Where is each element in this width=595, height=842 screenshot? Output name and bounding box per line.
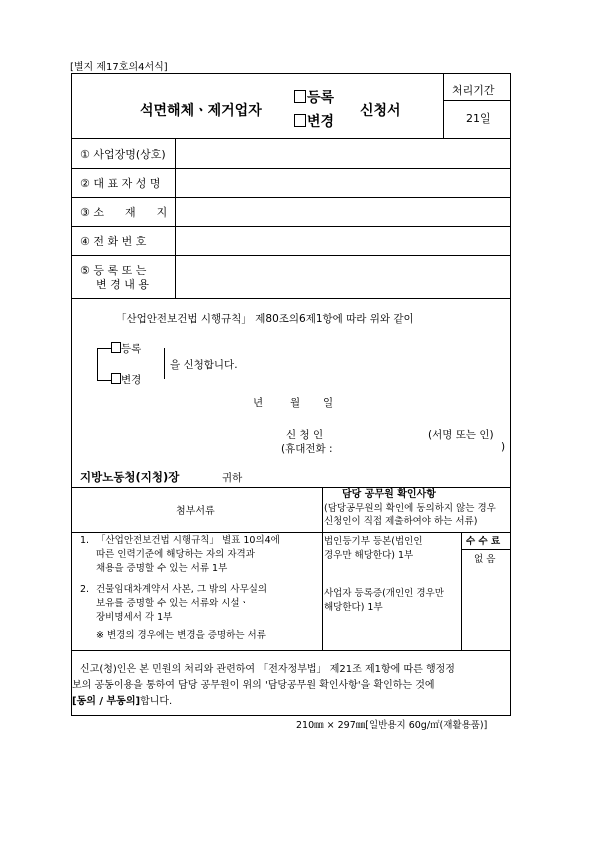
- fee-header: 수 수 료: [466, 536, 501, 547]
- apply-text: 을 신청합니다.: [170, 359, 238, 371]
- signature-label: (서명 또는 인): [428, 429, 494, 441]
- option-change[interactable]: 변경: [294, 111, 334, 131]
- attachment-line: 장비명세서 각 1부: [96, 612, 173, 623]
- attachment-line: 따른 인력기준에 해당하는 자의 자격과: [96, 549, 255, 560]
- divider: [71, 138, 511, 139]
- form-title-suffix: 신청서: [360, 103, 401, 119]
- consent-line-1: 신고(청)인은 본 민원의 처리와 관련하여 「전자정부법」 제21조 제1항에 따른 행정정: [80, 664, 455, 675]
- verification-item-line: 경우만 해당한다) 1부: [324, 550, 414, 561]
- attachment-line: 보유를 증명할 수 있는 서류와 시설ㆍ: [96, 598, 249, 609]
- attachments-header: 첨부서류: [176, 506, 215, 517]
- verification-header: 담당 공무원 확인사항: [342, 489, 436, 500]
- divider: [71, 298, 511, 299]
- processing-period-value: 21일: [466, 112, 491, 125]
- change-details-label-2: 변 경 내 용: [96, 278, 149, 291]
- verification-item-line: 법인등기부 등본(법인인: [324, 536, 423, 547]
- divider: [175, 138, 176, 298]
- choice-bracket: [97, 348, 112, 381]
- divider: [443, 100, 511, 101]
- option-register[interactable]: 등록: [294, 87, 334, 107]
- divider: [71, 197, 511, 198]
- choice-register[interactable]: 등록: [111, 341, 141, 356]
- recipient-suffix: 귀하: [222, 472, 243, 484]
- attachment-line: 「산업안전보건법 시행규칙」 별표 10의4에: [96, 535, 280, 546]
- business-name-field[interactable]: [180, 140, 508, 166]
- divider: [71, 650, 511, 651]
- checkbox-change[interactable]: [294, 114, 306, 127]
- attachment-line: 채용을 증명할 수 있는 서류 1부: [96, 563, 228, 574]
- choice-change[interactable]: 변경: [111, 372, 141, 387]
- divider: [322, 487, 323, 650]
- verification-item-line: 해당한다) 1부: [324, 602, 383, 613]
- date-month-label: 월: [290, 397, 301, 409]
- date-year-label: 년: [253, 397, 264, 409]
- fee-value: 없 음: [474, 554, 496, 565]
- divider: [461, 532, 462, 650]
- divider: [71, 532, 322, 533]
- legal-basis-text: 「산업안전보건법 시행규칙」 제80조의6제1항에 따라 위와 같이: [116, 313, 414, 325]
- representative-name-label: ② 대 표 자 성 명: [80, 177, 161, 190]
- change-details-label-1: ⑤ 등 록 또 는: [80, 264, 147, 277]
- divider: [71, 226, 511, 227]
- divider: [461, 549, 511, 550]
- mobile-label: (휴대전화 :: [281, 443, 333, 455]
- verification-note-1: (담당공무원의 확인에 동의하지 않는 경우: [324, 503, 496, 514]
- consent-line-3-tail: 합니다.: [140, 696, 173, 707]
- change-details-field[interactable]: [180, 257, 508, 296]
- applicant-label: 신 청 인: [286, 429, 324, 441]
- verification-note-2: 신청인이 직접 제출하여야 하는 서류): [324, 516, 478, 527]
- divider: [322, 532, 511, 533]
- attachment-note: ※ 변경의 경우에는 변경을 증명하는 서류: [96, 630, 266, 641]
- verification-item-line: 사업자 등록증(개인인 경우만: [324, 588, 444, 599]
- checkbox-change[interactable]: [111, 373, 121, 384]
- mobile-close: ): [501, 441, 506, 453]
- consent-choice[interactable]: [동의 / 부동의]: [72, 696, 141, 707]
- attachment-num-1: 1.: [80, 535, 90, 546]
- phone-label: ④ 전 화 번 호: [80, 235, 147, 248]
- processing-period-label: 처리기간: [452, 84, 495, 97]
- business-name-label: ① 사업장명(상호): [80, 148, 166, 161]
- divider: [443, 73, 444, 138]
- attachment-line: 건물임대차계약서 사본, 그 밖의 사무실의: [96, 584, 268, 595]
- address-field[interactable]: [180, 199, 508, 224]
- recipient-title: 지방노동청(지청)장: [80, 470, 180, 484]
- divider: [71, 255, 511, 256]
- divider: [71, 487, 511, 488]
- checkbox-register[interactable]: [111, 342, 121, 353]
- divider: [164, 348, 165, 379]
- phone-field[interactable]: [180, 228, 508, 253]
- checkbox-register[interactable]: [294, 90, 306, 103]
- representative-name-field[interactable]: [180, 170, 508, 195]
- attachment-num-2: 2.: [80, 584, 90, 595]
- paper-spec: 210㎜ × 297㎜[일반용지 60g/㎡(재활용품)]: [296, 720, 488, 731]
- consent-line-2: 보의 공동이용을 통하여 담당 공무원이 위의 '담당공무원 확인사항'을 확인하는 것에: [72, 680, 435, 691]
- form-title: 석면해체ㆍ제거업자: [140, 103, 262, 119]
- address-label: ③ 소 재 지: [80, 206, 168, 219]
- divider: [71, 168, 511, 169]
- form-number-label: [별지 제17호의4서식]: [70, 62, 168, 73]
- date-day-label: 일: [323, 397, 334, 409]
